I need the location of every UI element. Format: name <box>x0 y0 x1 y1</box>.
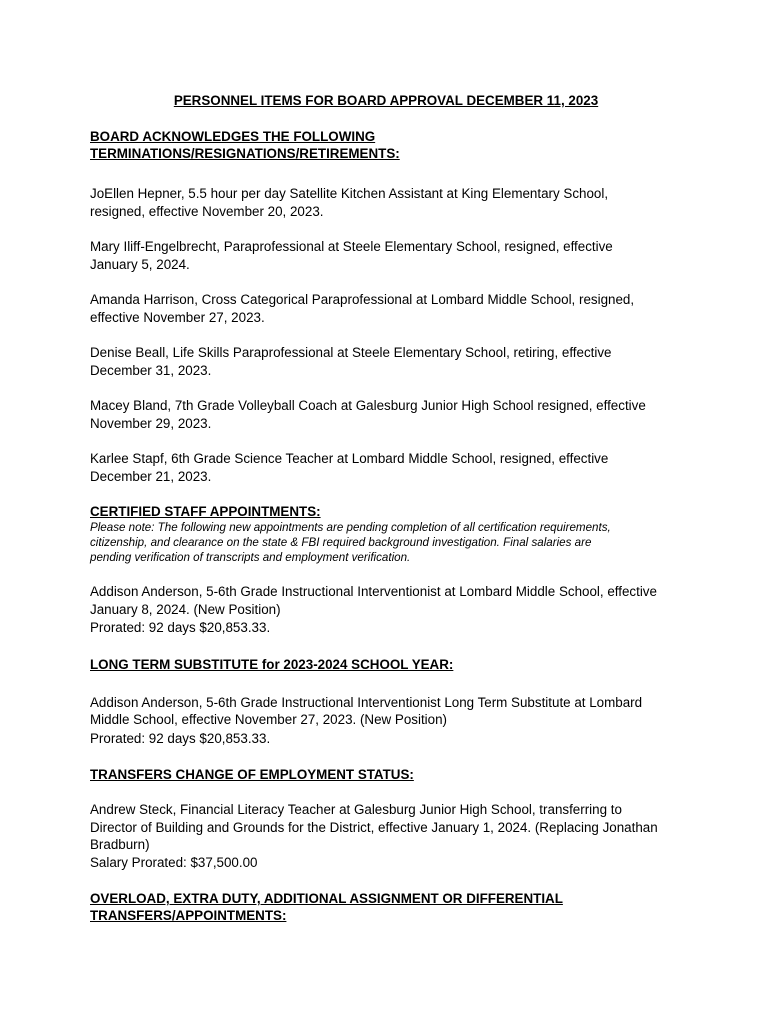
termination-entry <box>90 450 690 485</box>
entry-line: Macey Bland, 7th Grade Volleyball Coach at Galesburg Junior High School resigned, effective <box>90 398 646 413</box>
transfer-salary: Salary Prorated: $37,500.00 <box>90 854 258 870</box>
document-content <box>90 92 690 924</box>
entry-line: Denise Beall, Life Skills Paraprofessional at Steele Elementary School, retiring, effective <box>90 345 612 360</box>
long-term-sub-prorated: Prorated: 92 days $20,853.33. <box>90 730 271 746</box>
terminations-heading <box>90 128 690 162</box>
entry-line: January 8, 2024. (New Position) <box>90 601 281 617</box>
note-line: citizenship, and clearance on the state & FBI required background investigation. Final salaries are <box>90 536 592 549</box>
entry-line: effective November 27, 2023. <box>90 309 265 325</box>
overload-heading-line2: TRANSFERS/APPOINTMENTS: <box>90 908 287 923</box>
terminations-heading-line2: TERMINATIONS/RESIGNATIONS/RETIREMENTS: <box>90 146 400 161</box>
entry-line: November 29, 2023. <box>90 415 212 431</box>
transfer-entry <box>90 801 690 871</box>
long-term-sub-heading: LONG TERM SUBSTITUTE for 2023-2024 SCHOOL YEAR: <box>90 656 454 672</box>
certified-entry <box>90 583 690 618</box>
entry-line: Andrew Steck, Financial Literacy Teacher at Galesburg Junior High School, transferring to <box>90 802 622 817</box>
entry-line: Bradburn) <box>90 837 150 852</box>
transfers-heading: TRANSFERS CHANGE OF EMPLOYMENT STATUS: <box>90 767 414 782</box>
entry-line: Mary Iliff-Engelbrecht, Paraprofessional at Steele Elementary School, resigned, effective <box>90 239 613 254</box>
page-title: PERSONNEL ITEMS FOR BOARD APPROVAL DECEMBER 11, 2023 <box>173 93 599 108</box>
certified-heading: CERTIFIED STAFF APPOINTMENTS: <box>90 504 321 519</box>
entry-line: Amanda Harrison, Cross Categorical Paraprofessional at Lombard Middle School, resigned, <box>90 292 635 307</box>
overload-heading-line1: OVERLOAD, EXTRA DUTY, ADDITIONAL ASSIGNMENT OR DIFFERENTIAL <box>90 891 563 906</box>
note-line: pending verification of transcripts and employment verification. <box>90 551 411 564</box>
termination-entry <box>90 185 690 220</box>
entry-line: Karlee Stapf, 6th Grade Science Teacher at Lombard Middle School, resigned, effective <box>90 451 609 466</box>
termination-entry <box>90 238 690 273</box>
termination-entry <box>90 291 690 326</box>
entry-line: January 5, 2024. <box>90 256 190 272</box>
certified-prorated: Prorated: 92 days $20,853.33. <box>90 620 271 635</box>
entry-line: December 31, 2023. <box>90 362 212 378</box>
entry-line: Middle School, effective November 27, 2023. (New Position) <box>90 712 448 727</box>
entry-line: Director of Building and Grounds for the District, effective January 1, 2024. (Replacing Jonathan <box>90 819 658 835</box>
entry-line: JoEllen Hepner, 5.5 hour per day Satellite Kitchen Assistant at King Elementary School, <box>90 186 609 201</box>
entry-line: Addison Anderson, 5-6th Grade Instructional Interventionist at Lombard Middle School, effective <box>90 584 657 599</box>
termination-entry <box>90 397 690 432</box>
entry-line: Addison Anderson, 5-6th Grade Instructional Interventionist Long Term Substitute at Lombard <box>90 694 643 710</box>
certified-note <box>90 520 690 565</box>
terminations-heading-line1: BOARD ACKNOWLEDGES THE FOLLOWING <box>90 129 376 144</box>
entry-line: December 21, 2023. <box>90 468 212 484</box>
termination-entry <box>90 344 690 379</box>
entry-line: resigned, effective November 20, 2023. <box>90 203 324 219</box>
overload-heading <box>90 890 690 924</box>
long-term-sub-entry <box>90 694 690 729</box>
note-line: Please note: The following new appointments are pending completion of all certification requirements, <box>90 521 611 534</box>
